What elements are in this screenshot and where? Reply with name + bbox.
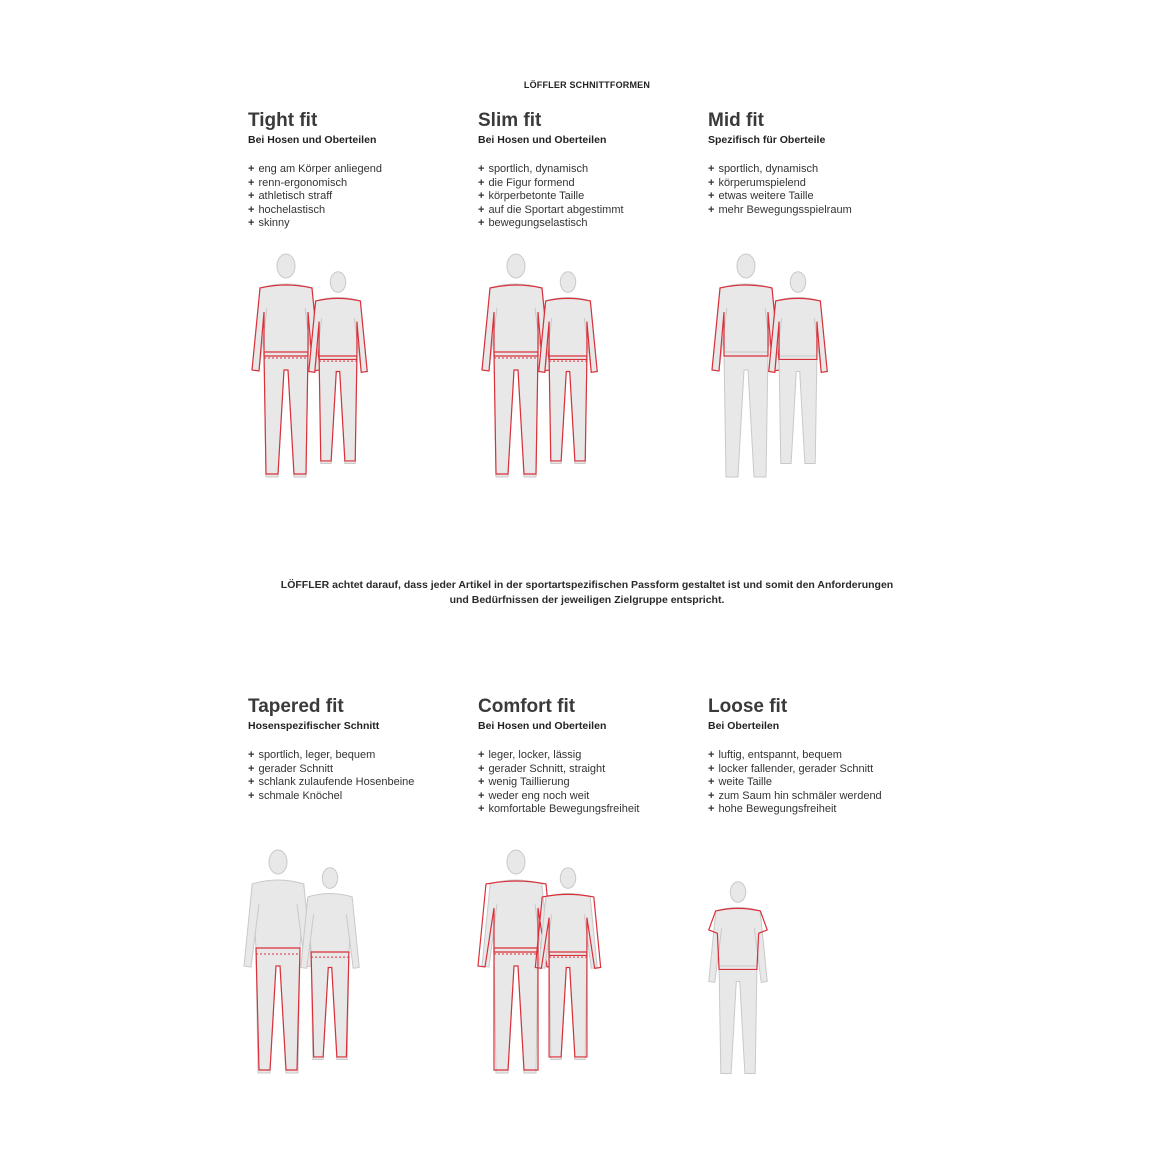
legs — [264, 352, 308, 477]
list-item: + die Figur formend — [478, 176, 575, 189]
legs — [549, 952, 587, 1060]
torso — [720, 284, 772, 352]
list-item: + athletisch straff — [248, 190, 333, 203]
head — [560, 868, 575, 889]
plus-icon: + — [248, 163, 255, 175]
head — [322, 868, 337, 889]
loose-fit-illustration — [644, 858, 784, 1088]
torso — [776, 298, 821, 356]
plus-icon: + — [708, 762, 715, 775]
plus-icon: + — [248, 749, 255, 761]
legs — [311, 952, 349, 1060]
fit-title: Tapered fit — [248, 696, 344, 717]
plus-icon: + — [248, 762, 255, 775]
plus-icon: + — [478, 190, 485, 203]
list-item: + luftig, entspannt, bequem — [708, 749, 842, 761]
list-item: + hochelastisch — [248, 203, 326, 216]
torso — [308, 894, 353, 952]
plus-icon: + — [478, 762, 485, 775]
note-line: LÖFFLER achtet darauf, dass jeder Artikel in der sportartspezifischen Passform gestaltet ist und somit den Anforderungen — [280, 579, 894, 591]
legs — [549, 356, 587, 464]
legs — [319, 356, 357, 464]
plus-icon: + — [478, 789, 485, 802]
list-item: + locker fallender, gerader Schnitt — [708, 762, 874, 775]
list-item: + weite Taille — [708, 776, 773, 789]
head — [737, 254, 755, 278]
torso — [316, 298, 361, 356]
fit-subtitle: Spezifisch für Oberteile — [708, 134, 826, 146]
woman-figure — [709, 882, 767, 1074]
comfort-fit-illustration — [474, 844, 614, 1089]
fit-description-note — [0, 578, 1162, 608]
legs — [779, 356, 817, 464]
fit-title: Slim fit — [478, 110, 542, 131]
plus-icon: + — [478, 749, 485, 761]
torso — [490, 880, 542, 948]
plus-icon: + — [248, 176, 255, 189]
head — [790, 272, 805, 293]
list-item: + sportlich, dynamisch — [708, 163, 819, 175]
plus-icon: + — [708, 776, 715, 789]
plus-icon: + — [248, 776, 255, 789]
legs — [494, 352, 538, 477]
plus-icon: + — [478, 163, 485, 175]
tapered-fit-illustration — [236, 844, 376, 1089]
plus-icon: + — [248, 203, 255, 216]
head — [277, 254, 295, 278]
fit-subtitle: Bei Hosen und Oberteilen — [478, 134, 607, 146]
feature-list — [708, 163, 928, 217]
fit-block-loose — [708, 696, 928, 817]
list-item: + auf die Sportart abgestimmt — [478, 203, 624, 216]
list-item: + leger, locker, lässig — [478, 749, 582, 761]
fit-subtitle: Hosenspezifischer Schnitt — [248, 720, 380, 732]
fit-title: Mid fit — [708, 110, 764, 131]
fit-subtitle: Bei Hosen und Oberteilen — [478, 720, 607, 732]
fit-title: Loose fit — [708, 696, 788, 717]
fit-block-tapered — [248, 696, 468, 803]
list-item: + skinny — [248, 217, 290, 230]
plus-icon: + — [478, 203, 485, 216]
fit-block-tight — [248, 110, 468, 231]
torso — [546, 894, 591, 952]
feature-list — [248, 163, 468, 231]
plus-icon: + — [708, 203, 715, 216]
list-item: + renn-ergonomisch — [248, 176, 348, 189]
list-item: + wenig Taillierung — [478, 776, 570, 789]
plus-icon: + — [708, 176, 715, 189]
list-item: + weder eng noch weit — [478, 789, 590, 802]
legs — [494, 948, 538, 1073]
fit-title: Comfort fit — [478, 696, 576, 717]
woman-figure — [535, 868, 600, 1060]
list-item: + gerader Schnitt — [248, 762, 334, 775]
torso — [490, 284, 542, 352]
list-item: + komfortable Bewegungsfreiheit — [478, 803, 640, 816]
list-item: + hohe Bewegungsfreiheit — [708, 803, 837, 816]
list-item: + schlank zulaufende Hosenbeine — [248, 776, 415, 789]
fit-subtitle: Bei Hosen und Oberteilen — [248, 134, 377, 146]
plus-icon: + — [708, 190, 715, 203]
torso — [546, 298, 591, 356]
torso — [252, 880, 304, 948]
list-item: + etwas weitere Taille — [708, 190, 814, 203]
legs — [719, 966, 757, 1074]
plus-icon: + — [478, 803, 485, 816]
plus-icon: + — [478, 217, 485, 230]
page-title: LÖFFLER SCHNITTFORMEN — [523, 80, 651, 90]
fit-block-mid — [708, 110, 928, 217]
list-item: + bewegungselastisch — [478, 217, 588, 230]
plus-icon: + — [708, 163, 715, 175]
fit-title: Tight fit — [248, 110, 318, 131]
slim-fit-illustration — [474, 248, 614, 493]
legs — [724, 352, 768, 477]
head — [560, 272, 575, 293]
torso — [716, 908, 761, 966]
list-item: + zum Saum hin schmäler werdend — [708, 789, 882, 802]
fit-block-comfort — [478, 696, 698, 817]
plus-icon: + — [708, 789, 715, 802]
plus-icon: + — [248, 190, 255, 203]
note-line: und Bedürfnissen der jeweiligen Zielgruppe entspricht. — [449, 594, 725, 606]
list-item: + sportlich, dynamisch — [478, 163, 589, 175]
list-item: + sportlich, leger, bequem — [248, 749, 376, 761]
mid-fit-illustration — [704, 248, 844, 493]
legs — [256, 948, 300, 1073]
plus-icon: + — [478, 776, 485, 789]
plus-icon: + — [708, 749, 715, 761]
head — [269, 850, 287, 874]
list-item: + körperbetonte Taille — [478, 190, 585, 203]
feature-list — [248, 749, 468, 803]
feature-list — [478, 163, 698, 231]
head — [730, 882, 745, 903]
list-item: + gerader Schnitt, straight — [478, 762, 606, 775]
head — [330, 272, 345, 293]
plus-icon: + — [708, 803, 715, 816]
fit-block-slim — [478, 110, 698, 231]
list-item: + körperumspielend — [708, 176, 806, 189]
torso — [260, 284, 312, 352]
tight-fit-illustration — [244, 248, 384, 493]
feature-list — [478, 749, 698, 817]
plus-icon: + — [248, 789, 255, 802]
head — [507, 850, 525, 874]
list-item: + eng am Körper anliegend — [248, 163, 382, 175]
feature-list — [708, 749, 928, 817]
plus-icon: + — [478, 176, 485, 189]
head — [507, 254, 525, 278]
list-item: + mehr Bewegungsspielraum — [708, 203, 852, 216]
fit-subtitle: Bei Oberteilen — [708, 720, 780, 732]
plus-icon: + — [248, 217, 255, 230]
list-item: + schmale Knöchel — [248, 789, 343, 802]
